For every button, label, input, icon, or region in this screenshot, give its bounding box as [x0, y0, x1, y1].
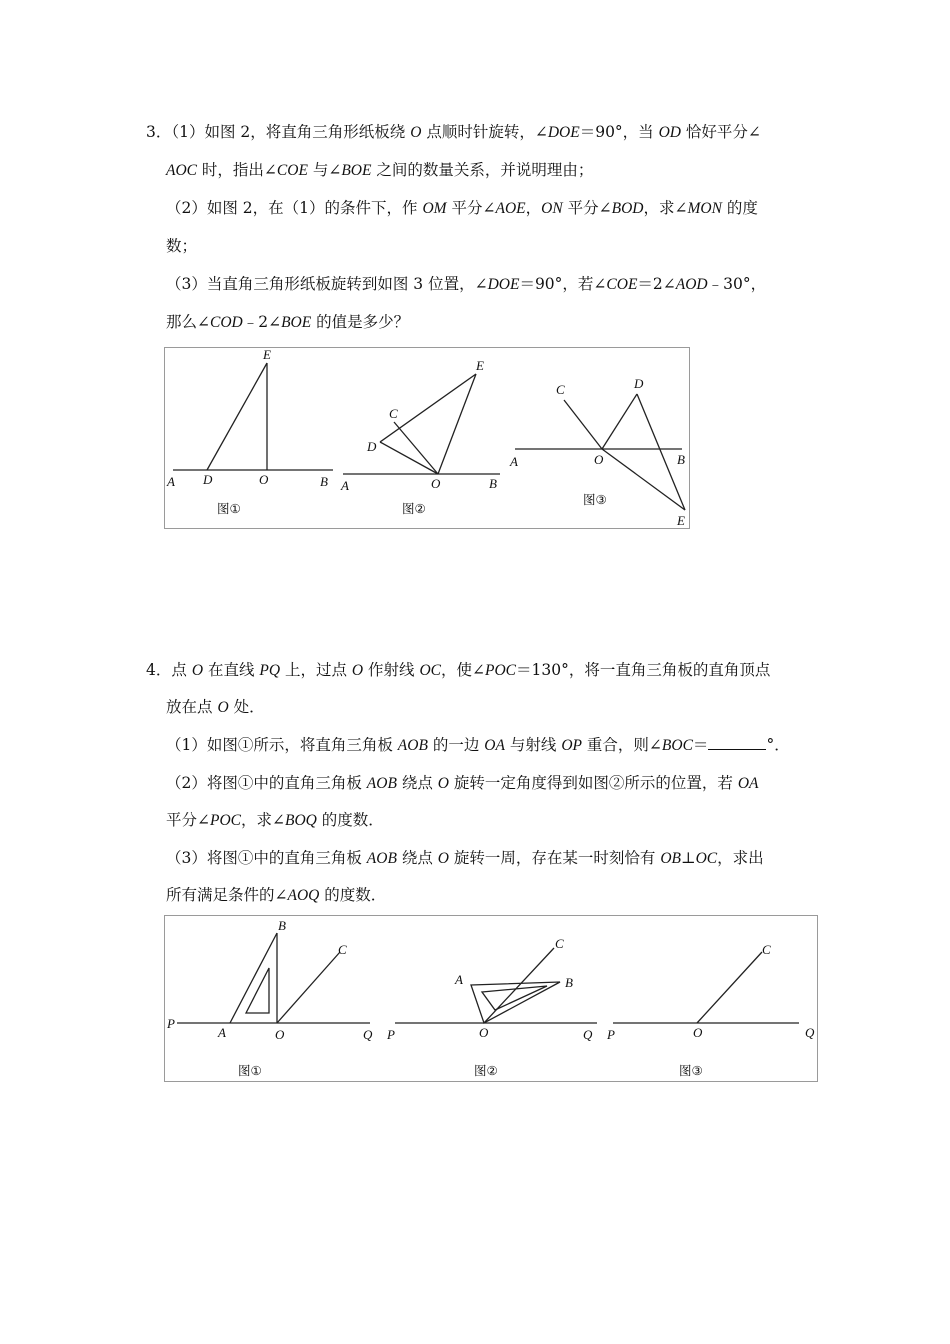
q4-fig2-label-C: C — [555, 936, 564, 951]
q3-fig2-label-E: E — [476, 358, 484, 373]
q4-line-3: （1）如图①所示，将直角三角板 AOB 的一边 OA 与射线 OP 重合，则∠BOC＝ °． — [166, 736, 790, 754]
q3-line-5: （3）当直角三角形纸板旋转到如图 3 位置，∠DOE＝90°，若∠COE＝2∠AOD﹣30°， — [166, 275, 767, 293]
q4-fig1-label-B: B — [278, 918, 286, 933]
q4-fig1-label-A: A — [218, 1025, 226, 1040]
q3-line-6: 那么∠COD﹣2∠BOE 的值是多少？ — [166, 313, 410, 331]
q4-fig3 — [606, 942, 815, 1078]
q3-fig3-label-D: D — [634, 376, 644, 391]
q3-fig3-label-E: E — [677, 513, 685, 528]
q3-fig1-label-B: B — [320, 474, 328, 489]
q3-fig2-ray-OC — [394, 422, 438, 474]
q3-line-3: （2）如图 2，在（1）的条件下，作 OM 平分∠AOE，ON 平分∠BOD，求∠MON 的度 — [166, 199, 758, 217]
q3-fig2-label-C: C — [389, 406, 398, 421]
q3-fig3-label-B: B — [677, 452, 685, 467]
q4-fig1 — [166, 918, 373, 1078]
q3-fig2-label-A: A — [341, 478, 349, 493]
q4-fig3-ray-OC — [697, 952, 762, 1023]
q4-line-7: 所有满足条件的∠AOQ 的度数． — [166, 886, 387, 904]
q4-fig2-caption: 图② — [474, 1063, 498, 1078]
q3-fig2-label-O: O — [431, 476, 441, 491]
q3-fig1 — [166, 348, 333, 516]
q3-fig3-ray-OC — [564, 400, 602, 449]
q4-fig2-label-O: O — [479, 1025, 489, 1040]
q4-fig1-label-O: O — [275, 1027, 285, 1042]
q3-fig2-segment-OD — [380, 442, 438, 474]
q3-fig2-label-B: B — [489, 476, 497, 491]
q4-fig2-triangle-AOB — [471, 982, 560, 1023]
q3-fig2-label-D: D — [367, 439, 377, 454]
q4-fig2 — [386, 936, 597, 1078]
q3-fig1-label-A: A — [167, 474, 175, 489]
q4-fig2-label-P: P — [387, 1027, 395, 1042]
q3-fig2-caption: 图② — [402, 501, 426, 516]
q3-fig1-label-E: E — [263, 348, 271, 362]
q3-line-4: 数； — [166, 237, 198, 255]
q4-fig1-segment-AB — [230, 933, 277, 1023]
q4-fig2-label-Q: Q — [583, 1027, 593, 1042]
q4-line-5: 平分∠POC，求∠BOQ 的度数． — [166, 811, 384, 829]
q4-fig2-label-B: B — [565, 975, 573, 990]
q3-fig1-label-D: D — [203, 472, 213, 487]
q3-line-2: AOC 时，指出∠COE 与∠BOE 之间的数量关系，并说明理由； — [166, 161, 594, 179]
q3-fig1-caption: 图① — [217, 501, 241, 516]
q3-fig2 — [340, 358, 500, 516]
q3-fig3-segment-OD — [602, 394, 637, 449]
answer-blank[interactable] — [708, 735, 766, 750]
q4-fig3-caption: 图③ — [679, 1063, 703, 1078]
q4-fig2-label-A: A — [455, 972, 463, 987]
q3-fig3-label-C: C — [556, 382, 565, 397]
q4-fig1-label-Q: Q — [363, 1027, 373, 1042]
q4-fig1-ray-OC — [277, 952, 340, 1023]
q4-line-4: （2）将图①中的直角三角板 AOB 绕点 O 旋转一定角度得到如图②所示的位置，若 OA — [166, 774, 759, 792]
q4-fig3-label-Q: Q — [805, 1025, 815, 1040]
q4-fig3-label-C: C — [762, 942, 771, 957]
q3-figure-panel — [164, 347, 690, 529]
q3-fig1-segment-DE — [207, 363, 267, 470]
q3-fig3-caption: 图③ — [583, 492, 607, 507]
q3-fig2-segment-OE — [438, 374, 476, 474]
q3-fig3-label-A: A — [510, 454, 518, 469]
q4-fig2-ray-OC — [484, 948, 554, 1023]
q4-fig3-label-P: P — [607, 1027, 615, 1042]
q4-figure-panel — [164, 915, 818, 1082]
q4-line-6: （3）将图①中的直角三角板 AOB 绕点 O 旋转一周，存在某一时刻恰有 OB⊥OC，求出 — [166, 849, 764, 867]
q3-fig3 — [509, 376, 685, 528]
q3-figures-svg — [165, 348, 689, 528]
q4-fig1-inner-triangle — [246, 968, 269, 1013]
q4-fig1-label-C: C — [338, 942, 347, 957]
q4-line-1: 4．点 O 在直线 PQ 上，过点 O 作射线 OC，使∠POC＝130°，将一直角三角板的直角顶点 — [146, 661, 771, 679]
q4-fig3-label-O: O — [693, 1025, 703, 1040]
q3-line-1: 3．（1）如图 2，将直角三角形纸板绕 O 点顺时针旋转，∠DOE＝90°，当 OD 恰好平分∠ — [146, 123, 761, 141]
q3-fig1-label-O: O — [259, 472, 269, 487]
q4-figures-svg — [165, 916, 817, 1081]
q4-line-2: 放在点 O 处． — [166, 698, 265, 716]
q4-fig1-label-P: P — [167, 1016, 175, 1031]
q3-fig3-label-O: O — [594, 452, 604, 467]
q4-fig1-caption: 图① — [238, 1063, 262, 1078]
